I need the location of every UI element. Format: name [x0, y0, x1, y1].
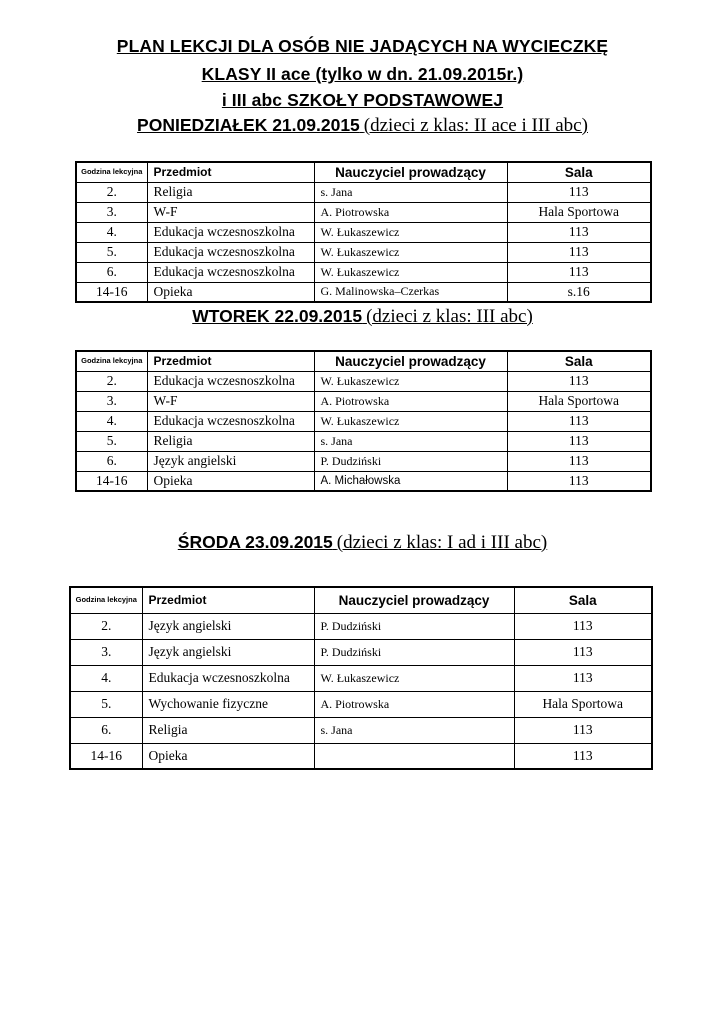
cell-subject: Edukacja wczesnoszkolna	[147, 262, 314, 282]
table-row	[76, 282, 651, 302]
table-row	[76, 222, 651, 242]
cell-teacher: W. Łukaszewicz	[314, 242, 507, 262]
document-title-line-3: i III abc SZKOŁY PODSTAWOWEJ	[221, 90, 504, 110]
day-name: WTOREK 22.09.2015	[192, 306, 363, 326]
table-row	[76, 242, 651, 262]
cell-subject: Wychowanie fizyczne	[142, 691, 314, 717]
cell-hour: 6.	[76, 262, 147, 282]
day-subtitle: (dzieci z klas: II ace i III abc)	[363, 115, 588, 136]
cell-room: 113	[514, 613, 652, 639]
cell-teacher: A. Michałowska	[314, 471, 507, 491]
column-header-hour: Godzina lekcyjna	[76, 351, 147, 371]
cell-teacher: A. Piotrowska	[314, 202, 507, 222]
cell-room: 113	[514, 717, 652, 743]
cell-teacher: P. Dudziński	[314, 639, 514, 665]
cell-room: Hala Sportowa	[514, 691, 652, 717]
day-subtitle: (dzieci z klas: III abc)	[366, 306, 533, 327]
cell-hour: 3.	[76, 391, 147, 411]
cell-room: 113	[514, 639, 652, 665]
column-header-teacher: Nauczyciel prowadzący	[314, 351, 507, 371]
cell-teacher: P. Dudziński	[314, 613, 514, 639]
column-header-room: Sala	[507, 162, 651, 182]
table-row	[70, 717, 652, 743]
table-row	[76, 451, 651, 471]
day-heading-tuesday	[0, 306, 725, 328]
cell-hour: 14-16	[76, 282, 147, 302]
cell-teacher: W. Łukaszewicz	[314, 665, 514, 691]
table-row	[70, 613, 652, 639]
schedule-table-monday	[75, 161, 652, 303]
cell-hour: 5.	[76, 431, 147, 451]
cell-subject: Religia	[147, 182, 314, 202]
cell-room: 113	[507, 431, 651, 451]
cell-hour: 6.	[70, 717, 142, 743]
table-row	[76, 371, 651, 391]
day-name: PONIEDZIAŁEK 21.09.2015	[137, 115, 360, 135]
cell-subject: Opieka	[147, 282, 314, 302]
cell-hour: 5.	[70, 691, 142, 717]
cell-subject: Religia	[147, 431, 314, 451]
cell-subject: Edukacja wczesnoszkolna	[147, 242, 314, 262]
table-row	[76, 202, 651, 222]
table-row	[70, 665, 652, 691]
table-row	[76, 391, 651, 411]
cell-room: 113	[514, 743, 652, 769]
day-heading-wednesday	[0, 532, 725, 554]
cell-teacher: W. Łukaszewicz	[314, 262, 507, 282]
table-row	[76, 262, 651, 282]
schedule-table-wednesday	[69, 586, 653, 770]
column-header-hour: Godzina lekcyjna	[70, 587, 142, 613]
cell-hour: 2.	[76, 182, 147, 202]
column-header-subject: Przedmiot	[147, 162, 314, 182]
cell-hour: 6.	[76, 451, 147, 471]
table-row	[76, 182, 651, 202]
table-row	[70, 743, 652, 769]
table-header-row	[76, 162, 651, 182]
column-header-room: Sala	[507, 351, 651, 371]
cell-room: 113	[507, 451, 651, 471]
table-header-row	[70, 587, 652, 613]
cell-teacher	[314, 743, 514, 769]
cell-room: 113	[507, 222, 651, 242]
document-title-line-2: KLASY II ace (tylko w dn. 21.09.2015r.)	[201, 64, 524, 84]
table-header-row	[76, 351, 651, 371]
cell-room: 113	[507, 411, 651, 431]
cell-teacher: P. Dudziński	[314, 451, 507, 471]
cell-teacher: W. Łukaszewicz	[314, 222, 507, 242]
day-heading-monday	[0, 115, 725, 137]
cell-subject: Edukacja wczesnoszkolna	[147, 411, 314, 431]
column-header-teacher: Nauczyciel prowadzący	[314, 162, 507, 182]
cell-teacher: s. Jana	[314, 717, 514, 743]
cell-subject: W-F	[147, 202, 314, 222]
cell-subject: Edukacja wczesnoszkolna	[147, 371, 314, 391]
cell-subject: Język angielski	[142, 613, 314, 639]
table-row	[76, 471, 651, 491]
cell-teacher: G. Malinowska–Czerkas	[314, 282, 507, 302]
cell-teacher: s. Jana	[314, 182, 507, 202]
cell-teacher: s. Jana	[314, 431, 507, 451]
column-header-hour: Godzina lekcyjna	[76, 162, 147, 182]
cell-hour: 3.	[76, 202, 147, 222]
column-header-room: Sala	[514, 587, 652, 613]
column-header-subject: Przedmiot	[142, 587, 314, 613]
cell-room: 113	[507, 471, 651, 491]
cell-subject: Religia	[142, 717, 314, 743]
table-row	[70, 691, 652, 717]
cell-subject: Edukacja wczesnoszkolna	[142, 665, 314, 691]
cell-hour: 2.	[76, 371, 147, 391]
cell-subject: Język angielski	[142, 639, 314, 665]
cell-teacher: W. Łukaszewicz	[314, 371, 507, 391]
cell-subject: W-F	[147, 391, 314, 411]
cell-subject: Opieka	[147, 471, 314, 491]
cell-room: 113	[507, 262, 651, 282]
cell-room: 113	[507, 182, 651, 202]
cell-hour: 14-16	[76, 471, 147, 491]
table-row	[76, 411, 651, 431]
schedule-table-tuesday	[75, 350, 652, 492]
column-header-subject: Przedmiot	[147, 351, 314, 371]
cell-room: Hala Sportowa	[507, 391, 651, 411]
cell-room: s.16	[507, 282, 651, 302]
cell-subject: Edukacja wczesnoszkolna	[147, 222, 314, 242]
column-header-teacher: Nauczyciel prowadzący	[314, 587, 514, 613]
day-name: ŚRODA 23.09.2015	[177, 532, 333, 552]
cell-room: Hala Sportowa	[507, 202, 651, 222]
cell-hour: 3.	[70, 639, 142, 665]
table-row	[70, 639, 652, 665]
document-title-line-1: PLAN LEKCJI DLA OSÓB NIE JADĄCYCH NA WYCIECZKĘ	[116, 36, 609, 56]
cell-hour: 5.	[76, 242, 147, 262]
table-row	[76, 431, 651, 451]
cell-room: 113	[507, 371, 651, 391]
cell-room: 113	[514, 665, 652, 691]
cell-teacher: W. Łukaszewicz	[314, 411, 507, 431]
day-subtitle: (dzieci z klas: I ad i III abc)	[336, 532, 548, 553]
cell-hour: 4.	[76, 222, 147, 242]
cell-hour: 2.	[70, 613, 142, 639]
cell-teacher: A. Piotrowska	[314, 691, 514, 717]
cell-hour: 4.	[70, 665, 142, 691]
cell-hour: 4.	[76, 411, 147, 431]
cell-teacher: A. Piotrowska	[314, 391, 507, 411]
cell-room: 113	[507, 242, 651, 262]
cell-hour: 14-16	[70, 743, 142, 769]
cell-subject: Opieka	[142, 743, 314, 769]
cell-subject: Język angielski	[147, 451, 314, 471]
